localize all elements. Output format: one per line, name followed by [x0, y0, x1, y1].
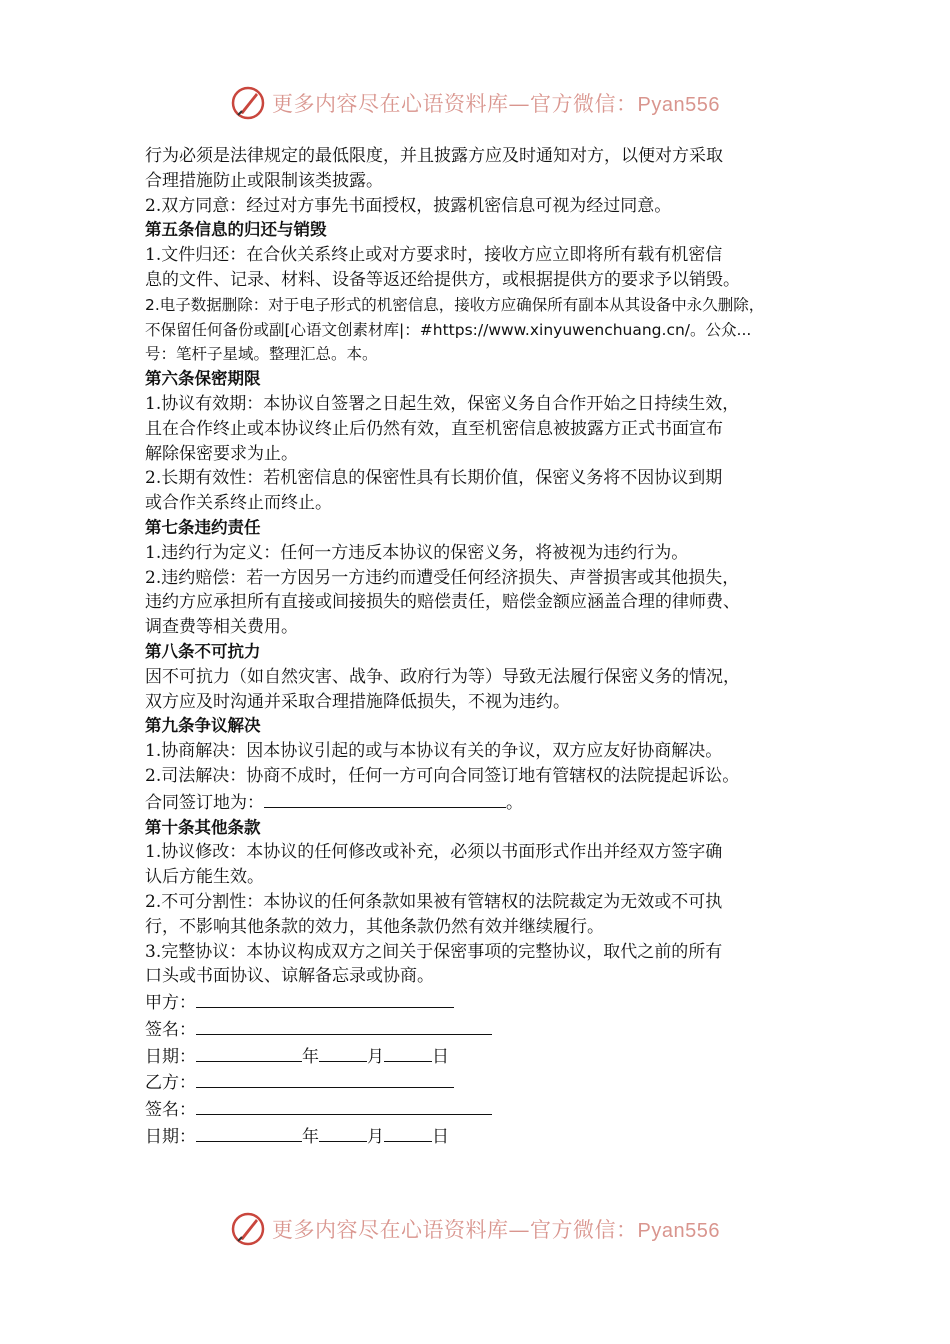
date-a-line: 日期： 年 月 日 [145, 1043, 825, 1070]
text-line: 解除保密要求为止。 [145, 443, 298, 464]
text-line: 息的文件、记录、材料、设备等返还给提供方，或根据提供方的要求予以销毁。 [145, 269, 740, 290]
text-line: 口头或书面协议、谅解备忘录或协商。 [145, 966, 434, 987]
text-line: 1.违约行为定义：任何一方违反本协议的保密义务，将被视为违约行为。 [145, 542, 689, 563]
contract-place-blank[interactable] [264, 789, 506, 808]
year-b-blank[interactable] [196, 1123, 302, 1142]
text-line: 认后方能生效。 [145, 867, 264, 888]
text-line: 不保留任何备份或副[心语文创素材库|：#https://www.xinyuwenchuang.cn/。公众... [145, 320, 752, 339]
party-a-line: 甲方： [145, 989, 825, 1016]
date-b-line: 日期： 年 月 日 [145, 1123, 825, 1150]
party-a-blank[interactable] [196, 989, 454, 1008]
text-line: 行为必须是法律规定的最低限度，并且披露方应及时通知对方，以便对方采取 [145, 146, 723, 166]
section-heading: 第六条保密期限 [145, 369, 261, 389]
section-heading: 第七条违约责任 [145, 517, 261, 537]
day-b-blank[interactable] [384, 1123, 432, 1142]
text-line: 或合作关系终止而终止。 [145, 493, 332, 514]
text-line: 行，不影响其他条款的效力，其他条款仍然有效并继续履行。 [145, 916, 604, 937]
text-line: 2.电子数据删除：对于电子形式的机密信息，接收方应确保所有副本从其设备中永久删除， [145, 295, 765, 314]
section-heading: 第八条不可抗力 [145, 641, 261, 661]
section-heading: 第九条争议解决 [145, 716, 261, 736]
text-line: 号：笔杆子星域。整理汇总。本。 [145, 345, 378, 364]
sign-b-line: 签名： [145, 1096, 825, 1123]
text-line: 3.完整协议：本协议构成双方之间关于保密事项的完整协议，取代之前的所有 [145, 941, 723, 962]
text-line: 2.司法解决：协商不成时，任何一方可向合同签订地有管辖权的法院提起诉讼。 [145, 765, 740, 786]
contract-place-line: 合同签订地为： 。 [145, 789, 825, 816]
footer-banner [0, 1208, 950, 1250]
sign-a-line: 签名： [145, 1016, 825, 1043]
text-line: 且在合作终止或本协议终止后仍然有效，直至机密信息被披露方正式书面宣布 [145, 418, 723, 439]
section-heading: 第五条信息的归还与销毁 [145, 220, 327, 240]
text-line: 调查费等相关费用。 [145, 617, 298, 638]
text-line: 2.长期有效性：若机密信息的保密性具有长期价值，保密义务将不因协议到期 [145, 468, 723, 489]
quill-logo-icon [230, 85, 266, 121]
text-line: 1.文件归还：在合伙关系终止或对方要求时，接收方应立即将所有载有机密信 [145, 245, 723, 266]
text-line: 违约方应承担所有直接或间接损失的赔偿责任，赔偿金额应涵盖合理的律师费、 [145, 592, 740, 613]
sign-b-blank[interactable] [196, 1096, 492, 1115]
text-line: 1.协议修改：本协议的任何修改或补充，必须以书面形式作出并经双方签字确 [145, 842, 723, 863]
party-b-blank[interactable] [196, 1069, 454, 1088]
party-b-line: 乙方： [145, 1069, 825, 1096]
month-a-blank[interactable] [319, 1043, 367, 1062]
month-b-blank[interactable] [319, 1123, 367, 1142]
text-line: 2.双方同意：经过对方事先书面授权，披露机密信息可视为经过同意。 [145, 195, 672, 216]
text-line: 因不可抗力（如自然灾害、战争、政府行为等）导致无法履行保密义务的情况， [145, 666, 740, 687]
quill-logo-icon [230, 1211, 266, 1247]
text-line: 合理措施防止或限制该类披露。 [145, 170, 383, 191]
text-line: 2.违约赔偿：若一方因另一方违约而遭受任何经济损失、声誉损害或其他损失， [145, 567, 740, 588]
text-line: 2.不可分割性：本协议的任何条款如果被有管辖权的法院裁定为无效或不可执 [145, 891, 723, 912]
banner-text: 更多内容尽在心语资料库—官方微信：Pyan556 [272, 1218, 720, 1242]
day-a-blank[interactable] [384, 1043, 432, 1062]
banner-text: 更多内容尽在心语资料库—官方微信：Pyan556 [272, 92, 720, 116]
header-banner [0, 82, 950, 124]
text-line: 1.协议有效期：本协议自签署之日起生效，保密义务自合作开始之日持续生效， [145, 393, 740, 414]
text-line: 1.协商解决：因本协议引起的或与本协议有关的争议，双方应友好协商解决。 [145, 741, 723, 762]
section-heading: 第十条其他条款 [145, 817, 261, 837]
text-line: 双方应及时沟通并采取合理措施降低损失，不视为违约。 [145, 691, 570, 712]
sign-a-blank[interactable] [196, 1016, 492, 1035]
document-body [145, 144, 825, 1150]
year-a-blank[interactable] [196, 1043, 302, 1062]
